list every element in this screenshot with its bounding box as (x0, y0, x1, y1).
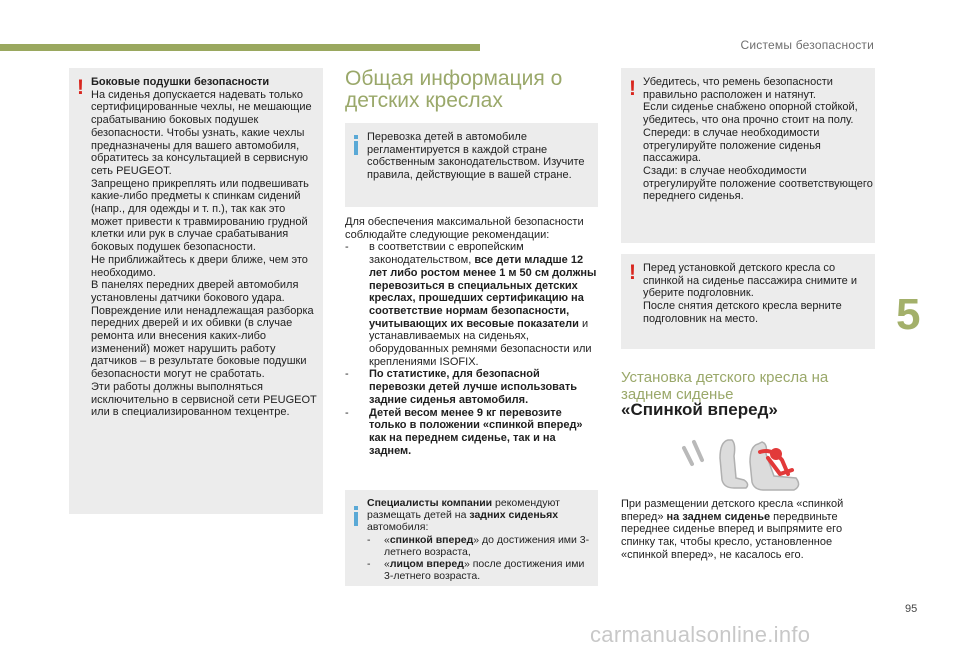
bullet-text-bold: все дети младше 12 лет либо ростом менее 1 м 50 см должны перевозиться в специальных детских креслах, прошедших сертификацию на соответствие нормам безопасности, учитывающих их весовые показатели (369, 254, 597, 330)
belt-warning-box (621, 68, 875, 243)
watermark: carmanualsonline.info (590, 622, 811, 647)
rear-facing-heading: «Спинкой вперед» (621, 400, 778, 419)
legislation-info-text: Перевозка детей в автомобиле регламентируется в каждой стране собственным законодательством. Изучите правила, действующие в вашей стране. (367, 131, 585, 182)
bullet-text-bold: Детей весом менее 9 кг перевозите только в положении «спинкой вперед» как на переднем сиденье, так и на заднем. (369, 406, 583, 457)
list-item (367, 534, 595, 558)
bullet-text-normal: » после достижения ими 3-летнего возраста. (384, 558, 585, 583)
info-box-legislation (345, 123, 598, 207)
bullet-text (384, 534, 595, 558)
specialists-lead-text2: автомобиля: (367, 521, 429, 534)
specialists-lead-bold: Специалисты компании (367, 497, 493, 509)
bullet-text-normal: « (384, 558, 390, 571)
bullet-text-normal: в соответствии с европейским законодательством, (369, 241, 524, 267)
warning-exclamation-icon: ! (629, 77, 636, 100)
recommendations (345, 216, 598, 457)
list-item (345, 368, 598, 406)
belt-warning-text: Убедитесь, что ремень безопасности правильно расположен и натянут. Если сиденье снабжено опорной стойкой, убедитесь, что она прочно стоит на полу. Спереди: в случае необходимости отрегулируйте положение сиденья пассажира. Сзади: в случае необходимости отрегулируйте положение соответствующего переднего сиденья. (643, 76, 873, 203)
list-item (367, 558, 595, 582)
warning-exclamation-icon: ! (629, 261, 636, 284)
list-item (345, 241, 598, 368)
section-title: Системы безопасности (740, 38, 874, 52)
bullet-text-bold: По статистике, для безопасной перевозки детей лучше использовать задние сиденья автомобиля. (369, 368, 578, 406)
info-icon (354, 512, 358, 526)
page-number: 95 (905, 603, 918, 615)
headrest-warning-box (621, 254, 875, 349)
warning-exclamation-icon: ! (77, 76, 84, 99)
bullet-dash: - (345, 241, 349, 254)
bullet-text (369, 407, 598, 458)
chapter-number: 5 (896, 290, 921, 339)
bullet-dash: - (345, 368, 349, 381)
bullet-text (369, 241, 598, 368)
airbag-warning-box (69, 68, 323, 514)
bullet-text (384, 558, 595, 582)
header-accent-bar (0, 44, 480, 51)
general-info-title-line1: Общая информация о (345, 67, 563, 90)
bullet-text-normal: и устанавливаемых на сиденьях, оборудованных ремнями безопасности или креплениями ISOFIX. (369, 317, 592, 368)
general-info-title (345, 68, 605, 112)
airbag-warning-text: На сиденья допускается надевать только сертифицированные чехлы, не мешающие срабатыванию боковых подушек безопасности. Чтобы узнать, какие чехлы предназначены для вашего автомобиля, обратитесь за консультацией в сервисную сеть PEUGEOT. Запрещено прикреплять или подвешивать какие-либо предметы к спинкам сидений (напр., для одежды и т. п.), так как это может привести к травмированию грудной клетки или рук в случае срабатывания боковых подушек безопасности. Не приближайтесь к двери ближе, чем это необходимо. В панелях передних дверей автомобиля установлены датчики бокового удара. Повреждение или ненадлежащая разборка передних дверей и их обивки (в случае ремонта или внесения каких-либо изменений) может нарушить работу датчиков – в результате боковые подушки безопасности могут не сработать. Эти работы должны выполняться исключительно в сервисной сети PEUGEOT или в специализированном техцентре. (91, 88, 317, 419)
airbag-warning-title: Боковые подушки безопасности (91, 76, 270, 88)
rear-facing-text-bold: на заднем сиденье (666, 510, 771, 523)
rear-facing-text (621, 498, 877, 562)
rear-facing-child-seat-icon (676, 434, 816, 492)
specialists-lead (367, 497, 595, 534)
rear-facing-text-normal: При размещении детского кресла «спинкой вперед» (621, 498, 844, 523)
bullet-text-bold: лицом вперед (389, 558, 464, 571)
info-box-specialists (345, 490, 598, 586)
bullet-dash: - (345, 406, 349, 419)
bullet-text-normal: » до достижения ими 3-летнего возраста, (384, 533, 590, 558)
recommendations-intro: Для обеспечения максимальной безопасности соблюдайте следующие рекомендации: (345, 216, 584, 241)
bullet-dash: - (367, 558, 371, 571)
rear-seat-subtitle: Установка детского кресла на заднем сиденье (621, 369, 829, 403)
specialists-lead-bold2: задних сиденьях (469, 509, 559, 522)
headrest-warning-text: Перед установкой детского кресла со спинкой на сиденье пассажира снимите и уберите подголовник. После снятия детского кресла верните подголовник на место. (643, 262, 857, 325)
rear-facing-text-normal: передвиньте переднее сиденье вперед и выпрямите его спинку так, чтобы кресло, установленное «спинкой вперед», не касалось его. (621, 510, 843, 561)
bullet-text-normal: « (384, 533, 390, 546)
bullet-text-bold: спинкой вперед (389, 533, 474, 546)
bullet-dash: - (367, 533, 371, 546)
general-info-title-line2: детских креслах (345, 89, 503, 112)
list-item (345, 407, 598, 458)
info-icon (354, 141, 358, 155)
bullet-text (369, 368, 598, 406)
specialists-lead-text: рекомендуют размещать детей на (367, 497, 560, 522)
